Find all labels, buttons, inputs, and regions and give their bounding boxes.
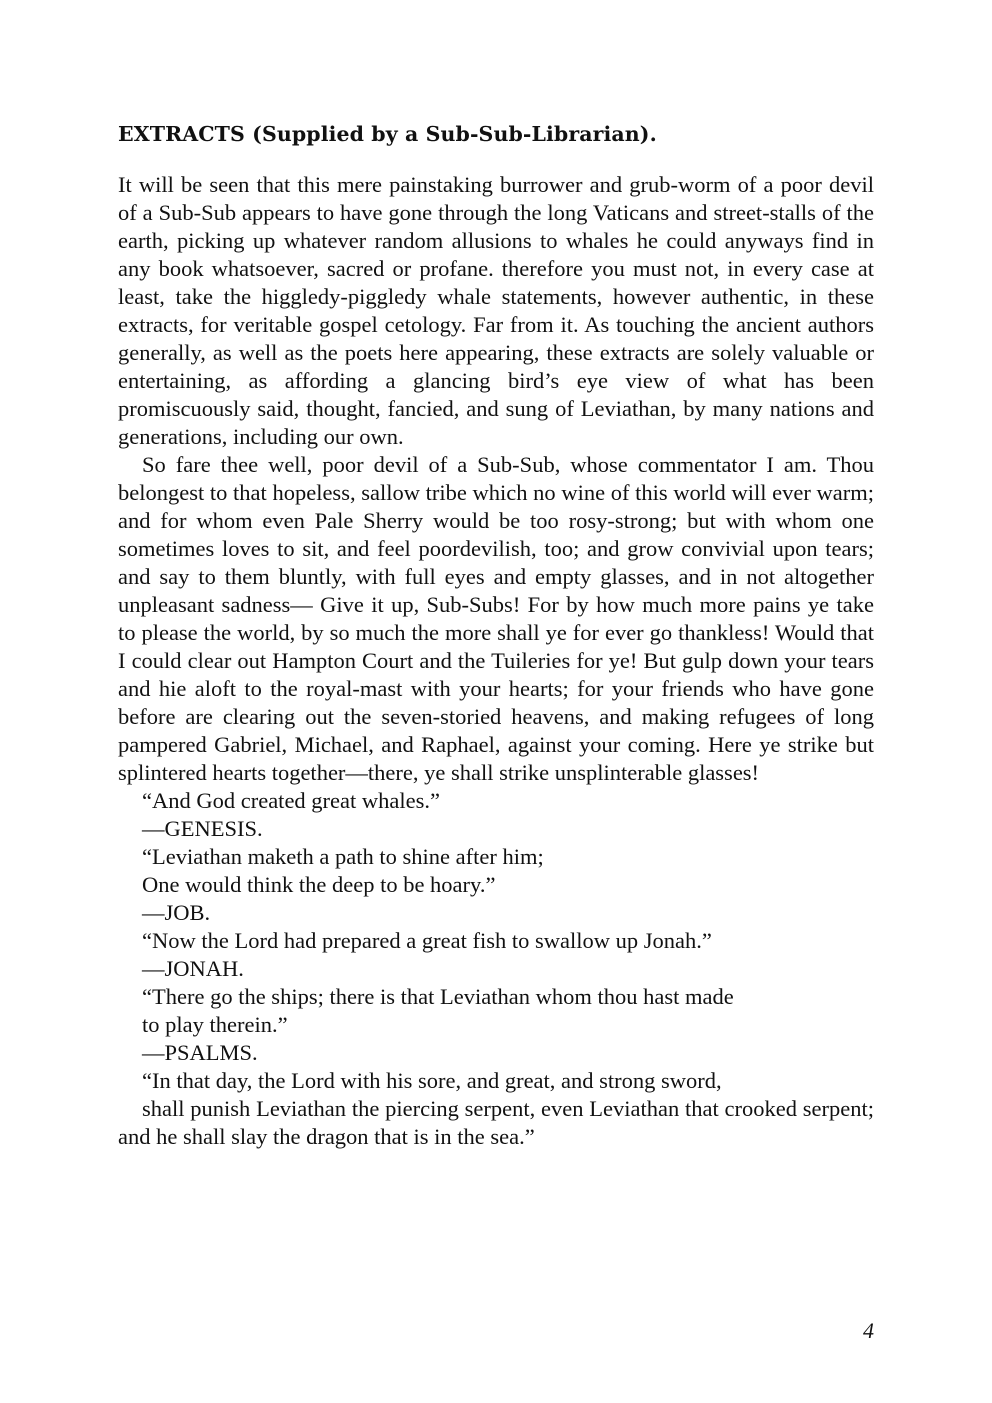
extract-quote-isaiah-rest: shall punish Leviathan the piercing serpent, even Leviathan that crooked serpent; and he shall slay the dragon that is in the sea.”	[118, 1096, 874, 1149]
extract-source-genesis: —GENESIS.	[142, 816, 263, 841]
extract-quote-jonah: “Now the Lord had prepared a great fish to swallow up Jonah.”	[142, 928, 712, 953]
extract-quote-psalms-line2: to play therein.”	[142, 1012, 288, 1037]
page-number: 4	[863, 1318, 874, 1343]
extract-source-psalms: —PSALMS.	[142, 1040, 258, 1065]
farewell-paragraph: So fare thee well, poor devil of a Sub-Sub, whose commentator I am. Thou belongest to that hopeless, sallow tribe which no wine of this world will ever warm; and for whom even Pale Sherry would be too rosy-strong; but with whom one sometimes loves to sit, and feel poordevilish, too; and grow convivial upon tears; and say to them bluntly, with full eyes and empty glasses, and in not altogether unpleasant sadness— Give it up, Sub-Subs! For by how much more pains ye take to please the world, by so much the more shall ye for ever go thankless! Would that I could clear out Hampton Court and the Tuileries for ye! But gulp down your tears and hie aloft to the royal-mast with your hearts; for your friends who have gone before are clearing out the seven-storied heavens, and making refugees of long pampered Gabriel, Michael, and Raphael, against your coming. Here ye strike but splintered hearts together—there, ye shall strike unsplinterable glasses!	[118, 452, 874, 785]
body-text	[118, 171, 874, 1151]
extract-quote-psalms-line1: “There go the ships; there is that Leviathan whom thou hast made	[142, 984, 734, 1009]
section-heading: EXTRACTS (Supplied by a Sub-Sub-Librarian).	[118, 122, 657, 146]
extract-quote-genesis: “And God created great whales.”	[142, 788, 440, 813]
extract-source-job: —JOB.	[142, 900, 211, 925]
extract-quote-job-line2: One would think the deep to be hoary.”	[142, 872, 496, 897]
extract-quote-isaiah-line1: “In that day, the Lord with his sore, and great, and strong sword,	[142, 1068, 722, 1093]
extract-quote-job-line1: “Leviathan maketh a path to shine after him;	[142, 844, 544, 869]
intro-paragraph: It will be seen that this mere painstaking burrower and grub-worm of a poor devil of a Sub-Sub appears to have gone through the long Vaticans and street-stalls of the earth, picking up whatever random allusions to whales he could anyways find in any book whatsoever, sacred or profane. therefore you must not, in every case at least, take the higgledy-piggledy whale statements, however authentic, in these extracts, for veritable gospel cetology. Far from it. As touching the ancient authors generally, as well as the poets here appearing, these extracts are solely valuable or entertaining, as affording a glancing bird’s eye view of what has been promiscuously said, thought, fancied, and sung of Leviathan, by many nations and generations, including our own.	[118, 172, 874, 449]
extract-source-jonah: —JONAH.	[142, 956, 244, 981]
